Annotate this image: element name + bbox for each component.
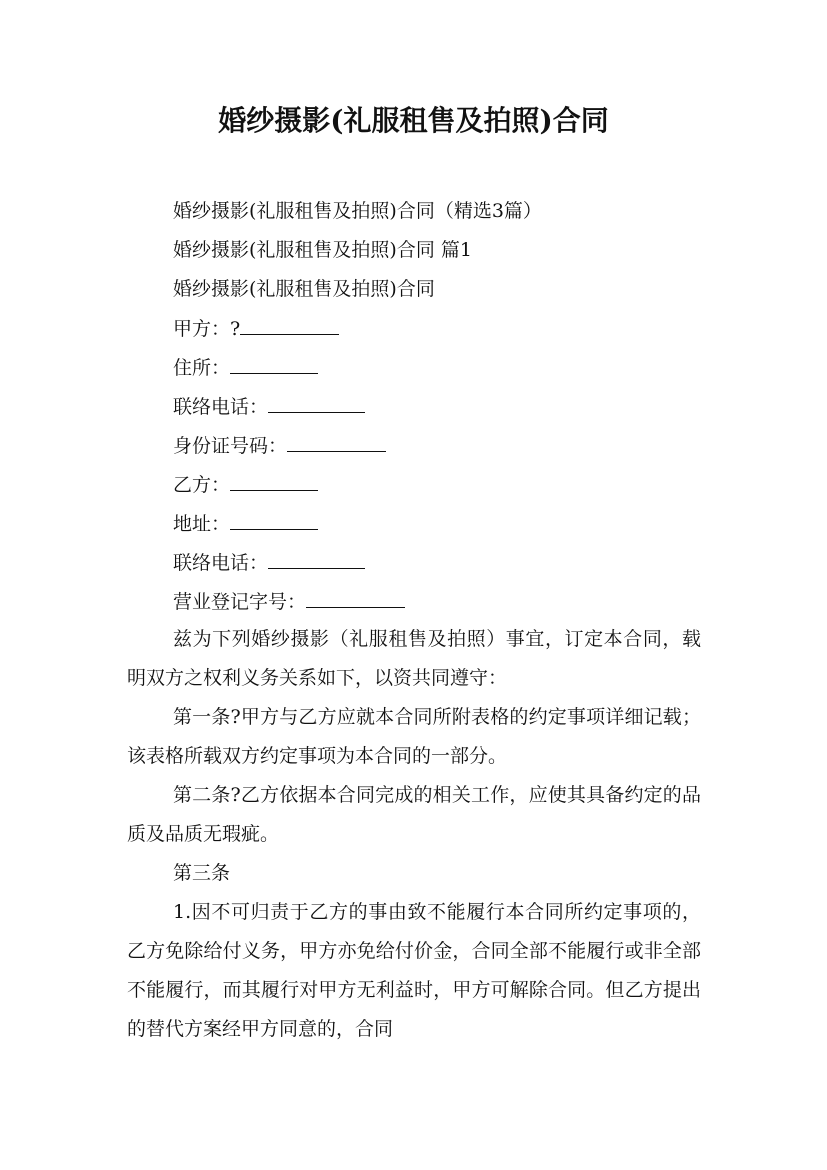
field-label: 营业登记字号： [173, 591, 307, 613]
field-phone-a [173, 393, 365, 420]
paragraph-article-2: 第二条?乙方依据本合同完成的相关工作，应使其具备约定的品质及品质无瑕疵。 [127, 784, 701, 845]
paragraph-article-1: 第一条?甲方与乙方应就本合同所附表格的约定事项详细记载；该表格所载双方约定事项为本合同的一部分。 [127, 706, 701, 767]
field-phone-b [173, 549, 365, 576]
field-label: 甲方：? [173, 318, 241, 340]
paragraph-article-3-heading: 第三条 [173, 862, 231, 884]
heading-line-3: 婚纱摄影(礼服租售及拍照)合同 [173, 278, 435, 300]
field-business-reg [173, 588, 405, 615]
fill-in-blank[interactable] [230, 354, 318, 374]
field-address-a [173, 354, 318, 381]
heading-line-2: 婚纱摄影(礼服租售及拍照)合同 篇1 [173, 239, 472, 261]
field-party-a [173, 315, 339, 342]
field-party-b [173, 471, 318, 498]
field-label: 联络电话： [173, 552, 269, 574]
fill-in-blank[interactable] [268, 393, 365, 413]
fill-in-blank[interactable] [287, 432, 386, 452]
paragraph-preamble: 兹为下列婚纱摄影（礼服租售及拍照）事宜，订定本合同，载明双方之权利义务关系如下，以资共同遵守： [127, 628, 701, 689]
paragraph-article-3-item-1: 1.因不可归责于乙方的事由致不能履行本合同所约定事项的，乙方免除给付义务，甲方亦免给付价金，合同全部不能履行或非全部不能履行，而其履行对甲方无利益时，甲方可解除合同。但乙方提出的替代方案经甲方同意的，合同 [127, 901, 701, 1040]
document-title: 婚纱摄影(礼服租售及拍照)合同 [218, 104, 609, 137]
fill-in-blank[interactable] [240, 315, 339, 335]
field-label: 联络电话： [173, 396, 269, 418]
field-id-number [173, 432, 386, 459]
field-label: 住所： [173, 357, 231, 379]
field-label: 地址： [173, 513, 231, 535]
fill-in-blank[interactable] [230, 471, 318, 491]
heading-line-1: 婚纱摄影(礼服租售及拍照)合同（精选3篇） [173, 200, 542, 222]
field-label: 乙方： [173, 474, 231, 496]
fill-in-blank[interactable] [230, 510, 318, 530]
fill-in-blank[interactable] [268, 549, 365, 569]
field-label: 身份证号码： [173, 435, 288, 457]
fill-in-blank[interactable] [306, 588, 405, 608]
field-address-b [173, 510, 318, 537]
